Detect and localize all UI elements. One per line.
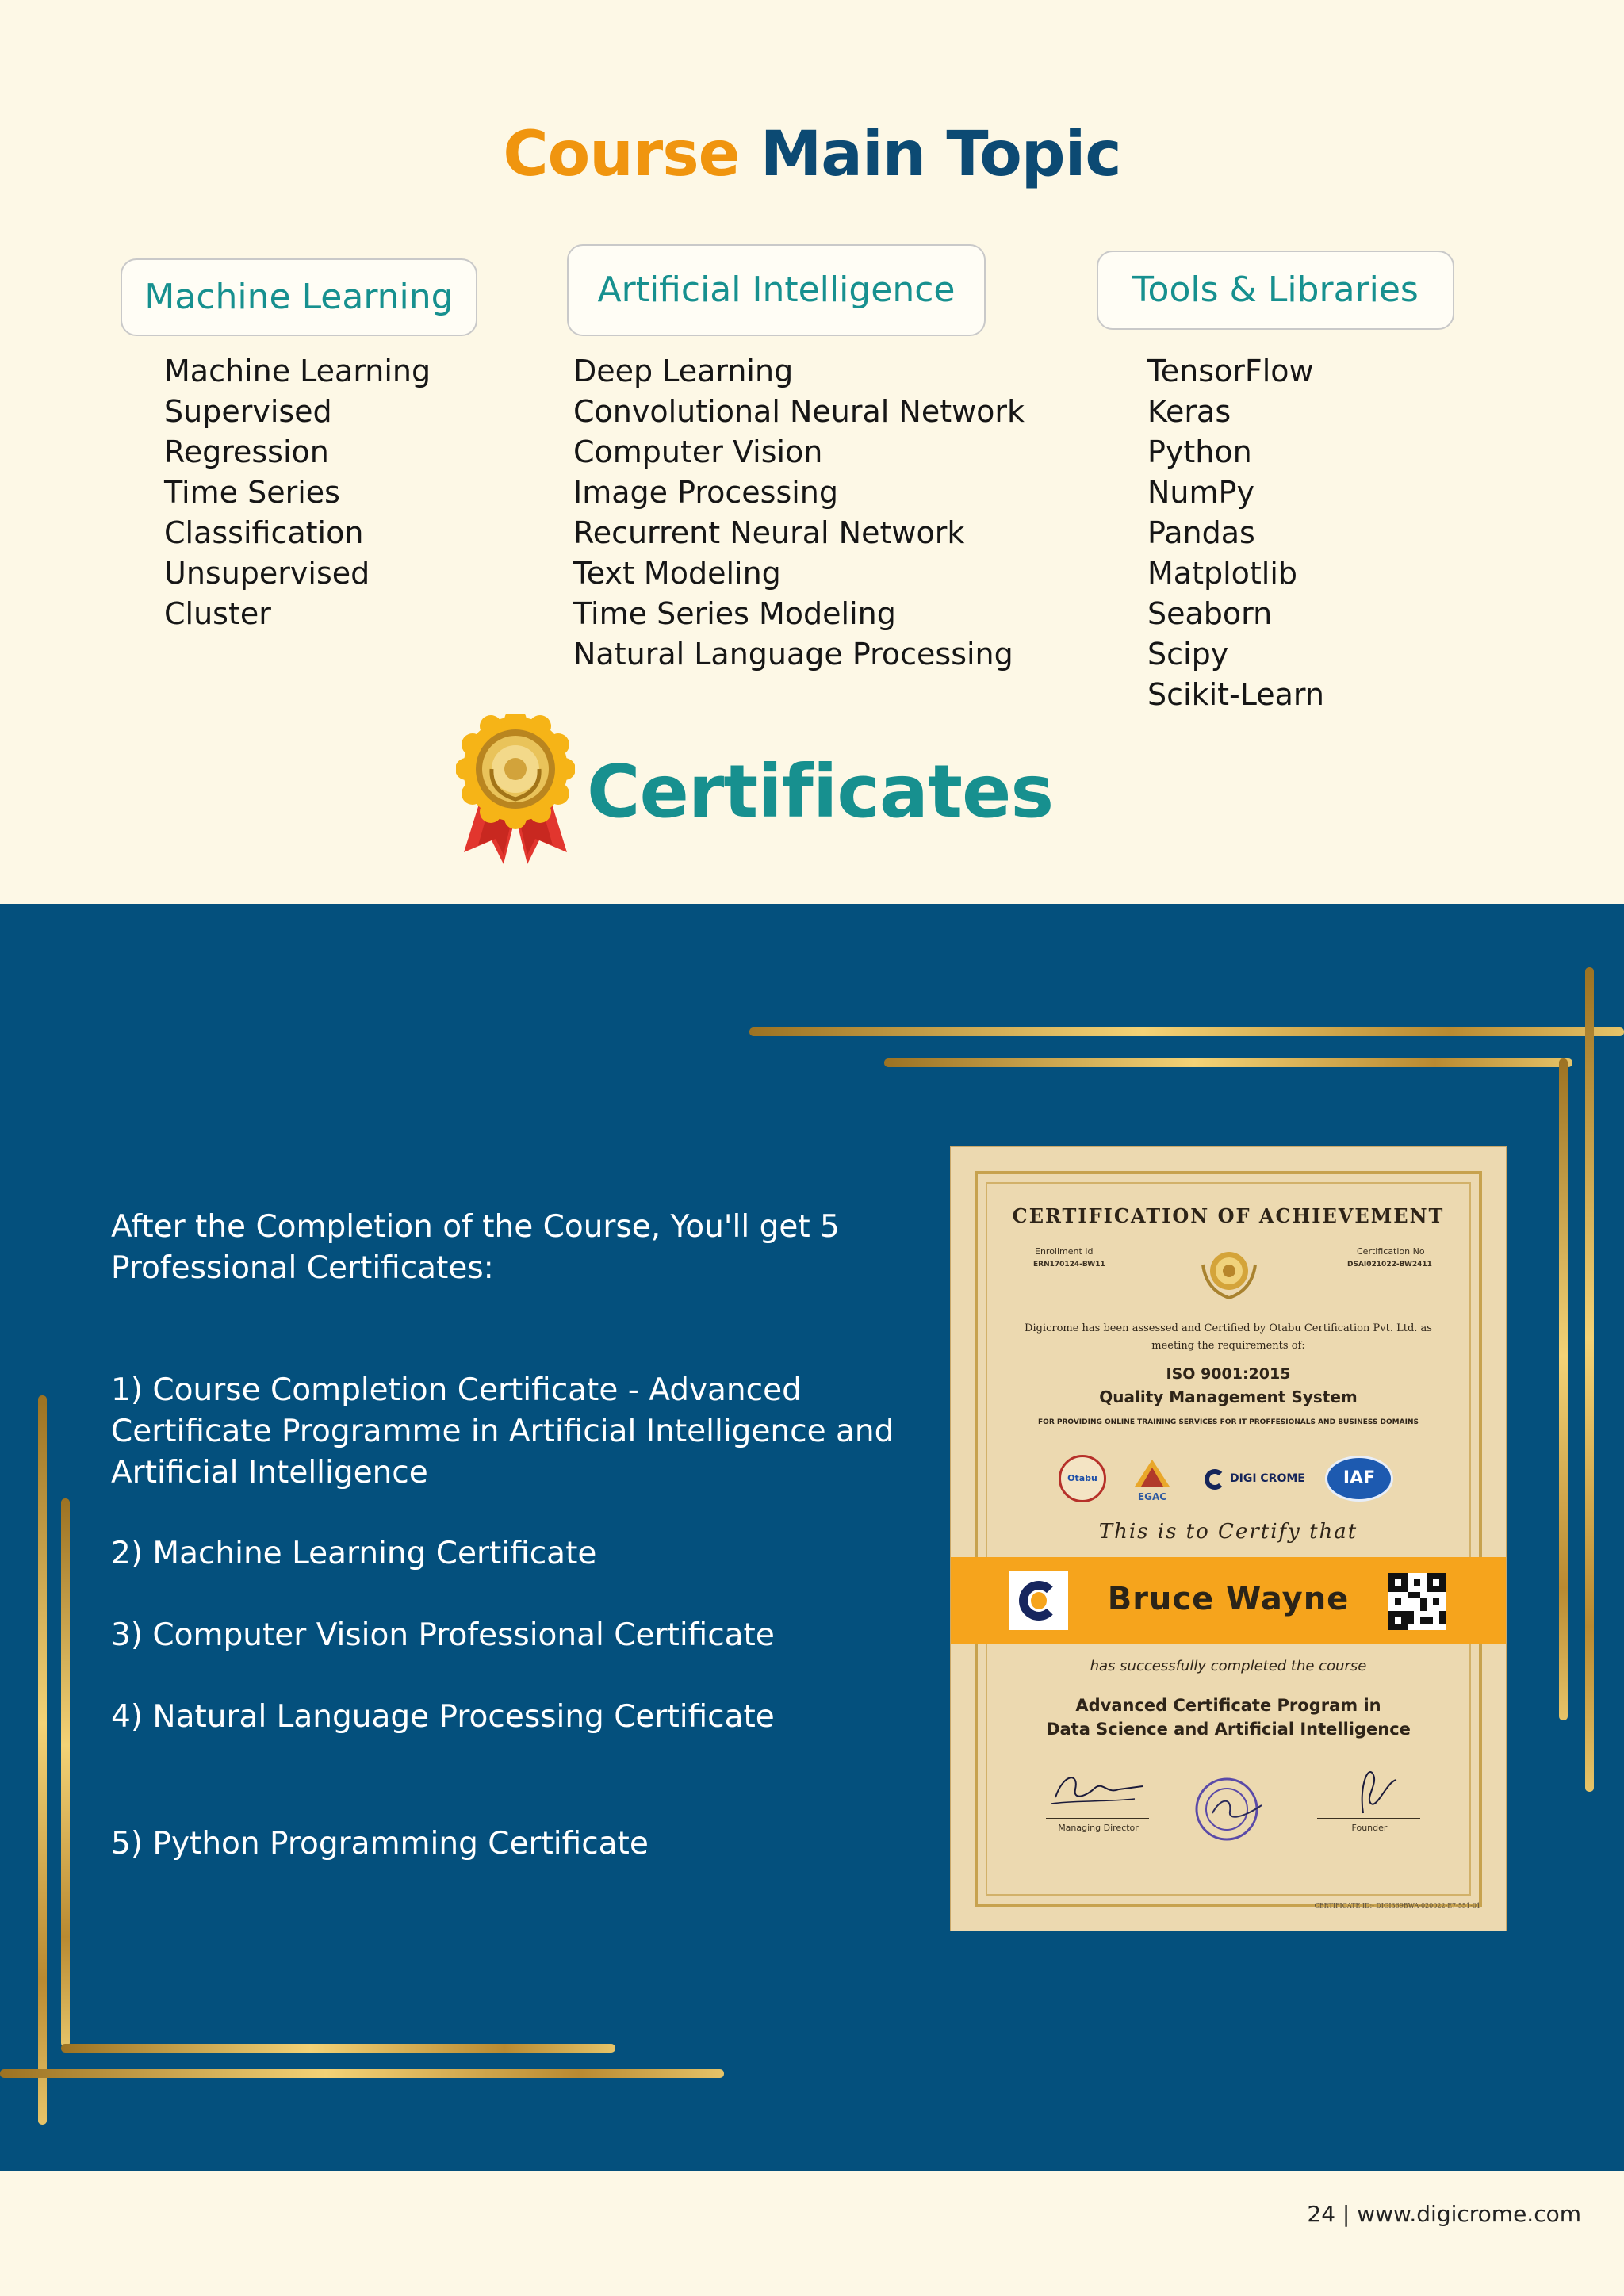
gold-frame-line: [61, 2044, 615, 2053]
certificate-id: CERTIFICATE ID:- DIGI369BWA-020022-E7-551-01: [1314, 1902, 1480, 1909]
list-item: NumPy: [1147, 475, 1254, 510]
page-title: [0, 119, 1624, 190]
certificate-item: 4) Natural Language Processing Certificate: [111, 1699, 775, 1735]
artificial-intelligence-heading: Artificial Intelligence: [567, 244, 986, 336]
list-item: Computer Vision: [573, 434, 823, 469]
assessment-text: Digicrome has been assessed and Certified by Otabu Certification Pvt. Ltd. as meeting the requirements of:: [1025, 1322, 1432, 1352]
managing-director-signature: [1040, 1766, 1151, 1813]
enrollment-value: ERN170124-BW11: [1033, 1261, 1105, 1269]
founder-signature: [1323, 1758, 1419, 1821]
list-item: Time Series Modeling: [573, 596, 896, 631]
list-item: Cluster: [164, 596, 271, 631]
list-item: Unsupervised: [164, 556, 370, 591]
footer-page-info: 24 | www.digicrome.com: [1307, 2201, 1581, 2227]
certificate-item: 3) Computer Vision Professional Certificate: [111, 1617, 775, 1653]
egac-label: EGAC: [1137, 1491, 1167, 1502]
certificate-item: 5) Python Programming Certificate: [111, 1826, 649, 1862]
title-highlight: Course: [503, 119, 740, 190]
machine-learning-heading: Machine Learning: [121, 258, 477, 336]
award-medal-icon: [456, 714, 575, 864]
tools-libraries-topic-list: [1147, 351, 1324, 715]
course-name-line1: Advanced Certificate Program in: [1075, 1696, 1381, 1715]
machine-learning-topic-list: [164, 351, 431, 634]
list-item: Supervised: [164, 394, 332, 429]
list-item: Natural Language Processing: [573, 637, 1013, 672]
gold-seal-icon: [1195, 1241, 1263, 1304]
certificates-intro: After the Completion of the Course, You'll get 5 Professional Certificates:: [111, 1209, 840, 1286]
academy-stamp-icon: [1189, 1774, 1268, 1845]
enrollment-label: Enrollment Id: [1035, 1246, 1094, 1257]
digicrome-logo: [1205, 1466, 1305, 1494]
certificates-heading: Certificates: [587, 749, 1054, 834]
egac-logo: [1128, 1456, 1176, 1506]
otabu-logo: Otabu: [1059, 1455, 1106, 1502]
certificate-item: 1) Course Completion Certificate - Advanced Certificate Programme in Artificial Intelligence and Artificial Intelligence: [111, 1372, 894, 1490]
artificial-intelligence-topic-list: [573, 351, 1025, 675]
managing-director-label: Managing Director: [1058, 1823, 1139, 1833]
qr-code-icon: [1388, 1573, 1446, 1630]
list-item: Deep Learning: [573, 354, 794, 388]
signature-line: [1317, 1818, 1420, 1819]
digicrome-logo-text: DIGI CROME: [1230, 1472, 1305, 1485]
certificate-title: CERTIFICATION OF ACHIEVEMENT: [1012, 1204, 1445, 1227]
gold-frame-line: [1559, 1058, 1568, 1720]
domain-statement: FOR PROVIDING ONLINE TRAINING SERVICES FOR IT PROFFESIONALS AND BUSINESS DOMAINS: [1038, 1418, 1419, 1426]
founder-label: Founder: [1351, 1823, 1388, 1833]
certificate-item: 2) Machine Learning Certificate: [111, 1536, 597, 1571]
certificates-panel: [0, 904, 1624, 2171]
list-item: Python: [1147, 434, 1252, 469]
list-item: Regression: [164, 434, 329, 469]
gold-frame-line: [749, 1027, 1624, 1036]
quality-management-system: Quality Management System: [1099, 1387, 1358, 1406]
digicrome-logo-mark: [1205, 1469, 1225, 1490]
list-item: Keras: [1147, 394, 1231, 429]
gold-frame-line: [884, 1058, 1572, 1067]
list-item: Convolutional Neural Network: [573, 394, 1025, 429]
list-item: Scikit-Learn: [1147, 677, 1324, 712]
list-item: TensorFlow: [1147, 354, 1314, 388]
gold-frame-line: [61, 1498, 70, 2047]
list-item: Matplotlib: [1147, 556, 1298, 591]
certify-text: This is to Certify that: [1098, 1520, 1358, 1544]
signature-line: [1046, 1818, 1149, 1819]
gold-frame-line: [1585, 967, 1594, 1792]
title-main: Main Topic: [760, 119, 1121, 190]
certification-no-value: DSAI021022-BW2411: [1347, 1261, 1432, 1269]
list-item: Text Modeling: [573, 556, 781, 591]
course-name-line2: Data Science and Artificial Intelligence: [1046, 1720, 1411, 1739]
gold-frame-line: [38, 1395, 47, 2125]
gold-frame-line: [0, 2069, 724, 2078]
list-item: Scipy: [1147, 637, 1229, 672]
list-item: Image Processing: [573, 475, 839, 510]
list-item: Time Series: [164, 475, 340, 510]
list-item: Machine Learning: [164, 354, 431, 388]
sample-certificate-image: [951, 1147, 1506, 1931]
recipient-name: Bruce Wayne: [1107, 1581, 1350, 1617]
completion-text: has successfully completed the course: [1090, 1658, 1367, 1674]
iaf-logo: IAF: [1325, 1456, 1393, 1502]
list-item: Seaborn: [1147, 596, 1273, 631]
list-item: Recurrent Neural Network: [573, 515, 965, 550]
certification-no-label: Certification No: [1357, 1246, 1425, 1257]
iso-standard: ISO 9001:2015: [1166, 1365, 1291, 1383]
list-item: Classification: [164, 515, 364, 550]
list-item: Pandas: [1147, 515, 1255, 550]
recipient-band: [951, 1557, 1506, 1644]
tools-libraries-heading: Tools & Libraries: [1097, 251, 1454, 330]
